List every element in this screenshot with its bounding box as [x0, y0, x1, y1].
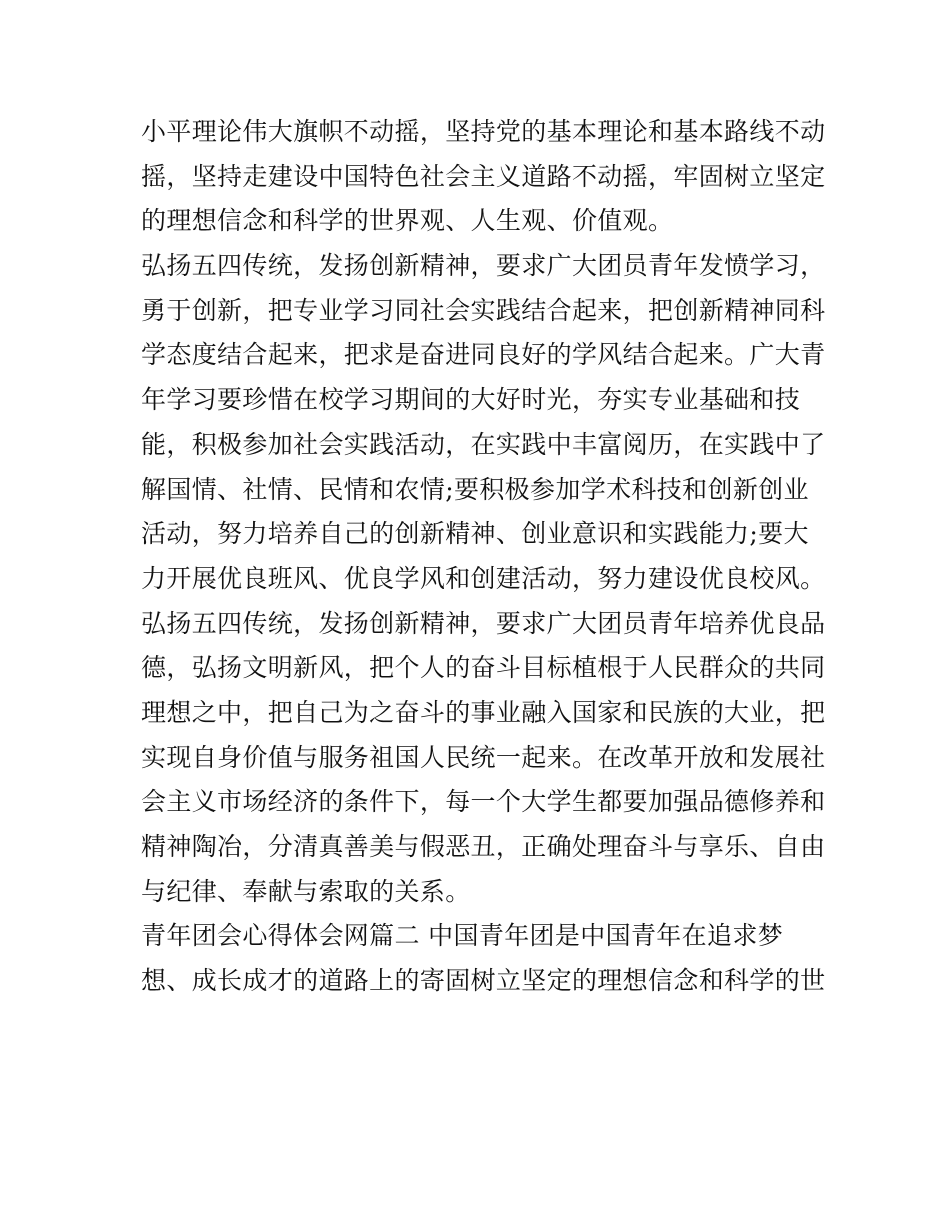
text-line: 会主义市场经济的条件下，每一个大学生都要加强品德修养和: [141, 787, 826, 817]
text-line: 活动，努力培养自己的创新精神、创业意识和实践能力;要大: [141, 519, 809, 549]
text-line: 学态度结合起来，把求是奋进同良好的学风结合起来。广大青: [141, 340, 826, 370]
text-line: 的理想信念和科学的世界观、人生观、价值观。: [141, 206, 674, 236]
text-line: 实现自身价值与服务祖国人民统一起来。在改革开放和发展社: [141, 742, 826, 772]
text-line: 力开展优良班风、优良学风和创建活动，努力建设优良校风。: [141, 563, 826, 593]
text-line: 精神陶冶，分清真善美与假恶丑，正确处理奋斗与享乐、自由: [141, 832, 826, 861]
text-line: 想、成长成才的道路上的寄固树立坚定的理想信念和科学的世: [141, 966, 826, 996]
text-line: 青年团会心得体会网篇二 中国青年团是中国青年在追求梦: [141, 921, 784, 951]
text-line: 小平理论伟大旗帜不动摇，坚持党的基本理论和基本路线不动: [141, 117, 826, 146]
text-line: 理想之中，把自己为之奋斗的事业融入国家和民族的大业，把: [141, 697, 826, 727]
text-line: 弘扬五四传统，发扬创新精神，要求广大团员青年发愤学习，: [141, 251, 826, 281]
body-text: [141, 110, 826, 1004]
text-line: 德，弘扬文明新风，把个人的奋斗目标植根于人民群众的共同: [141, 653, 826, 683]
text-line: 年学习要珍惜在校学习期间的大好时光，夯实专业基础和技: [141, 385, 801, 415]
text-line: 摇，坚持走建设中国特色社会主义道路不动摇，牢固树立坚定: [141, 161, 826, 191]
text-line: 能，积极参加社会实践活动，在实践中丰富阅历，在实践中了: [141, 429, 826, 459]
text-line: 与纪律、奉献与索取的关系。: [141, 876, 471, 906]
text-line: 解国情、社情、民情和农情;要积极参加学术科技和创新创业: [141, 474, 809, 504]
text-line: 弘扬五四传统，发扬创新精神，要求广大团员青年培养优良品: [141, 608, 826, 638]
text-line: 勇于创新，把专业学习同社会实践结合起来，把创新精神同科: [141, 295, 826, 325]
